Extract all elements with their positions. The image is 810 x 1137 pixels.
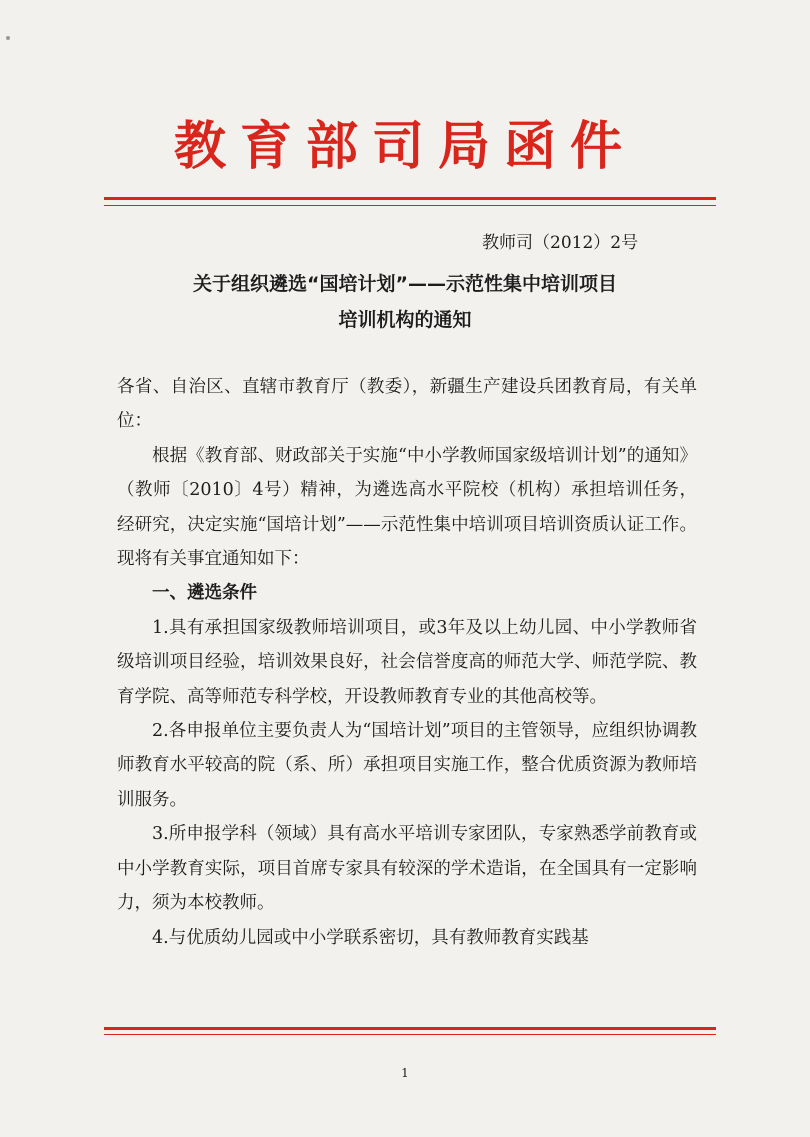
intro-paragraph: 根据《教育部、财政部关于实施“中小学教师国家级培训计划”的通知》（教师〔2010〕4号）精神，为遴选高水平院校（机构）承担培训任务，经研究，决定实施“国培计划”——示范性集中培训项目培训资质认证工作。现将有关事宜通知如下： xyxy=(117,445,697,570)
punch-hole-mark xyxy=(6,36,10,40)
letterhead-title: 教育部司局函件 xyxy=(173,116,636,177)
condition-item-3: 3.所申报学科（领域）具有高水平培训专家团队，专家熟悉学前教育或中小学教育实际，项目首席专家具有较深的学术造诣，在全国具有一定影响力，须为本校教师。 xyxy=(117,824,697,914)
document-title-line-1: 关于组织遴选“国培计划”——示范性集中培训项目 xyxy=(193,273,617,295)
salutation: 各省、自治区、直辖市教育厅（教委），新疆生产建设兵团教育局，有关单位： xyxy=(117,377,697,432)
header-rule-thin xyxy=(104,205,716,206)
document-title xyxy=(0,266,810,338)
condition-item-4: 4.与优质幼儿园或中小学联系密切，具有教师教育实践基 xyxy=(152,927,589,948)
footer-rule-thin xyxy=(104,1034,716,1035)
condition-item-1: 1.具有承担国家级教师培训项目，或3年及以上幼儿园、中小学教师省级培训项目经验，培训效果良好，社会信誉度高的师范大学、师范学院、教育学院、高等师范专科学校，开设教师教育专业的其他高校等。 xyxy=(117,617,697,707)
document-body xyxy=(117,370,697,955)
document-number: 教师司（2012）2号 xyxy=(482,233,639,253)
footer-rule-thick xyxy=(104,1027,716,1030)
document-title-line-2: 培训机构的通知 xyxy=(338,309,472,331)
header-rule-thick xyxy=(104,197,716,200)
condition-item-2: 2.各申报单位主要负责人为“国培计划”项目的主管领导，应组织协调教师教育水平较高的院（系、所）承担项目实施工作，整合优质资源为教师培训服务。 xyxy=(117,721,697,810)
page-number: 1 xyxy=(401,1066,409,1080)
section-heading: 一、遴选条件 xyxy=(152,583,257,604)
